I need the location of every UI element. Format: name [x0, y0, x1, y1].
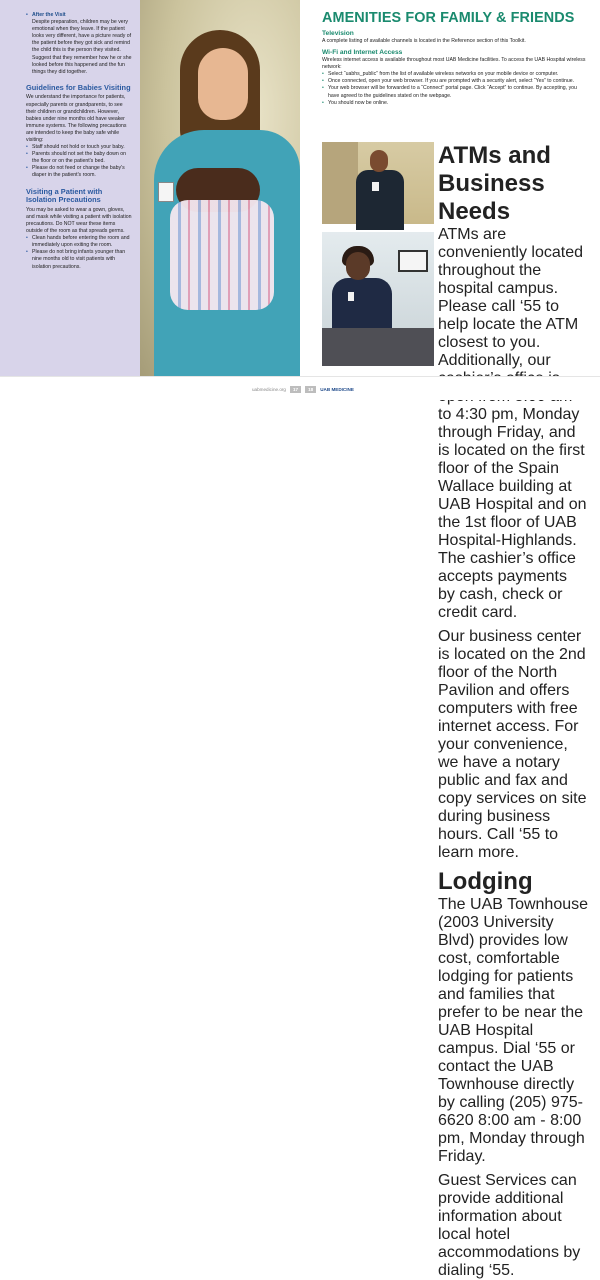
wifi-title: Wi-Fi and Internet Access: [322, 49, 403, 57]
lodging-text-1: The UAB Townhouse (2003 University Blvd) provides low cost, comfortable lodging for patients and families that prefer to be near the UAB Hospital campus. Dial ‘55 or contact the UAB Townhouse directly by calling (205) 975-6620 8:00 am - 8:00 pm, Monday through Friday.: [438, 896, 589, 1165]
page-number-right: 18: [305, 386, 316, 393]
computer-monitor: [398, 250, 428, 272]
babies-intro: We understand the importance for patients, especially parents or grandparents, to see their children or grandchildren. However, babies under nine months old have weaker immune systems. The following precautions are intended to keep the baby safe while visiting:: [26, 94, 127, 143]
wifi-item: • Your web browser will be forwarded to a “Connect” portal page. Click “Accept” to continue. By accepting, you have agreed to the guidelines stated on the webpage.: [322, 85, 588, 99]
babies-list: [26, 144, 132, 179]
page-number-left: 17: [290, 386, 301, 393]
isolation-item: • Clean hands before entering the room and immediately upon exiting the room.: [26, 235, 132, 249]
page-title: AMENITIES FOR FAMILY & FRIENDS: [322, 10, 575, 26]
wifi-item: • Once connected, open your web browser. If you are prompted with a security alert, select “Yes” to continue.: [322, 78, 588, 85]
television-text: A complete listing of available channels is located in the Reference section of this Toolkit.: [322, 38, 526, 44]
isolation-title: Visiting a Patient with Isolation Precautions: [26, 186, 103, 205]
wifi-list: [322, 71, 588, 106]
left-page: [0, 0, 300, 376]
television-title: Television: [322, 30, 354, 37]
id-badge: [158, 182, 174, 202]
after-visit-title: • After the Visit: [26, 12, 132, 19]
wifi-item: • You should now be online.: [322, 100, 588, 107]
babies-item: • Parents should not set the baby down on the floor or on the patient's bed.: [26, 151, 132, 165]
wifi-intro: Wireless internet access is available throughout most UAB Medicine facilities. To access the UAB Hospital wireless network:: [322, 57, 586, 71]
lodging-title: Lodging: [438, 868, 533, 895]
id-badge: [348, 292, 354, 301]
guest-services-photo: [322, 232, 434, 366]
nurse-with-baby-photo: [140, 0, 300, 376]
babies-item: • Please do not feed or change the baby's diaper in the patient's room.: [26, 165, 132, 179]
atms-text-1: ATMs are conveniently located throughout the hospital campus. Please call ‘55 to help locate the ATM closest to you. Additionally, our to 4:30 pm, Monday through Friday, and is located on the first floor of the Spain Wallace building at UAB Hospital and on the 1st floor of UAB Hospital-Highlands. The cashier’s office accepts payments by cash, check or credit card.: [438, 226, 587, 621]
atms-text-2: Our business center is located on the 2nd floor of the North Pavilion and offers computers with free internet access. For your convenience, we have a notary public and fax and copy services on site during business hours. Call ‘55 to learn more.: [438, 628, 587, 861]
staff-man-photo: [322, 142, 434, 224]
babies-title: Guidelines for Babies Visiting: [26, 82, 131, 92]
right-text-column: [438, 142, 588, 1280]
isolation-list: [26, 235, 132, 270]
id-badge: [372, 182, 379, 191]
footer-url: uabmedicine.org: [252, 387, 286, 392]
babies-item: • Staff should not hold or touch your baby.: [26, 144, 132, 151]
after-visit-text: Despite preparation, children may be very emotional when they leave. If the patient looks very different, have a picture ready of the patient before they got sick and remind the child this is the person they visited. Suggest that they remember how he or she looked before this happened and the fun things they did together.: [32, 19, 132, 75]
wifi-item: • Select “uabhs_public” from the list of available wireless networks on your mobile device or computer.: [322, 71, 588, 78]
left-text-column: [0, 0, 140, 376]
footer-page-info: [252, 386, 354, 393]
footer-brand: UAB MEDICINE: [320, 387, 354, 392]
page-footer: [0, 376, 600, 400]
atms-title: ATMs and Business Needs: [438, 142, 551, 225]
lodging-text-2: Guest Services can provide additional information about local hotel accommodations by dialing ‘55.: [438, 1172, 581, 1279]
isolation-item: • Please do not bring infants younger than nine months old to visit patients with isolation precautions.: [26, 249, 132, 270]
isolation-intro: You may be asked to wear a gown, gloves, and mask while visiting a patient with isolation precautions. Do NOT wear these items outside of the room as that spreads germs.: [26, 206, 132, 235]
